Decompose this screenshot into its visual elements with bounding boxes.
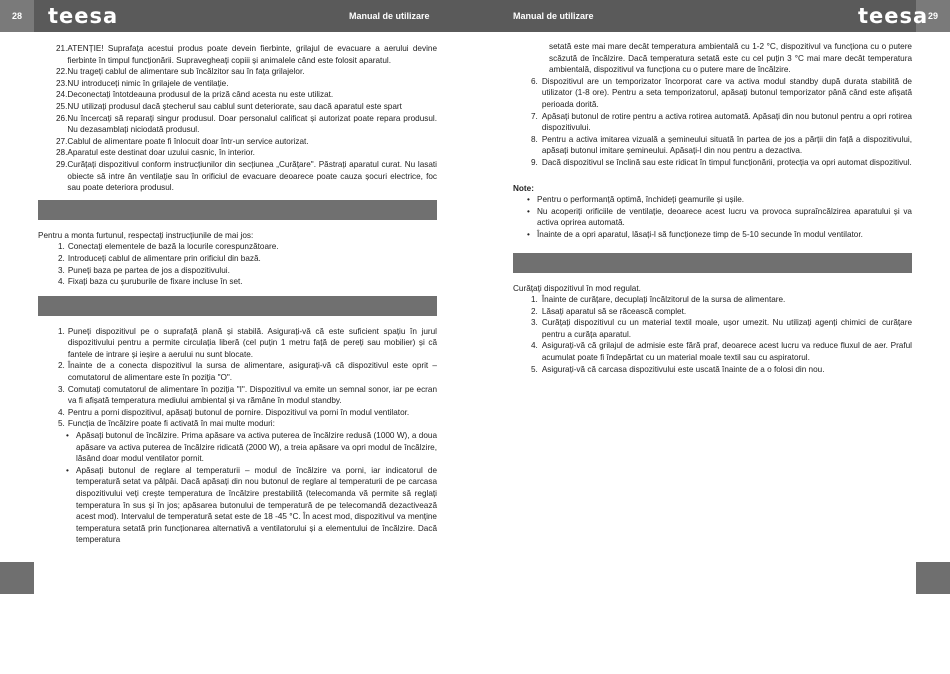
left-page-content — [38, 43, 437, 546]
bullet-item — [527, 194, 912, 206]
item-text: Apăsați butonul de încălzire. Prima apăsare va activa puterea de încălzire redusă (1000 W), a doua apăsare va activa puterea de încălzire ridicată (2000 W), a treia apăsare va opri modul de încălzire, lăsând doar modul ventilator pornit. — [76, 431, 437, 464]
clean-list — [531, 294, 912, 375]
teesa-logo-right: teesa — [858, 4, 929, 28]
section-heading-bar — [513, 253, 912, 273]
bullet-icon: • — [66, 465, 69, 475]
bullet-item — [527, 206, 912, 229]
item-number: 6. — [531, 76, 538, 86]
item-number: 4. — [58, 407, 65, 417]
bullet-item — [527, 229, 912, 241]
item-text: Dispozitivul are un temporizator încorporat care va activa modul standby după durata stabilită de utilizator (1-8 ore). Pentru a seta temporizatorul, apăsați butonul temporizator până când este afișată perioada dorită. — [541, 76, 912, 109]
use-list — [58, 326, 437, 430]
item-number: 9. — [531, 157, 538, 167]
list-item — [531, 317, 912, 340]
list-item — [531, 340, 912, 363]
bullet-icon: • — [527, 195, 530, 205]
mount-list — [58, 241, 437, 287]
side-tab-left — [0, 562, 34, 594]
item-number: 23. — [56, 78, 68, 88]
list-item — [531, 134, 912, 157]
item-number: 3. — [58, 265, 65, 275]
teesa-logo-left: teesa — [48, 4, 119, 28]
bullet-item — [66, 430, 437, 465]
item-text: Pentru o performanță optimă, închideți geamurile și ușile. — [537, 195, 745, 205]
item-text: Înainte de a opri aparatul, lăsați-l să funcționeze timp de 5-10 secunde în modul ventilator. — [537, 229, 863, 239]
item-text: Înainte de curățare, decuplați încălzitorul de la sursa de alimentare. — [541, 295, 786, 305]
item-text: Nu trageți cablul de alimentare sub încălzitor sau în fața grilajelor. — [67, 67, 305, 77]
list-item — [56, 159, 437, 194]
header-title-left: Manual de utilizare — [349, 11, 430, 21]
section-heading-bar — [38, 296, 437, 316]
item-text: Dacă dispozitivul se înclină sau este ridicat în timpul funcționării, protecția va opri automat dispozitivul. — [541, 157, 912, 167]
item-number: 2. — [58, 253, 65, 263]
item-text: Cablul de alimentare poate fi înlocuit doar într-un service autorizat. — [67, 136, 309, 146]
item-text: Introduceți cablul de alimentare prin orificiul din bază. — [67, 253, 261, 263]
item-text: Pentru a activa imitarea vizuală a șemineului situată în partea de jos a părții din față a dispozitivului, apăsați butonul imitare șemineului. Apăsați-l din nou pentru a dezactiva. — [541, 134, 912, 156]
item-text: Puneți baza pe partea de jos a dispozitivului. — [67, 265, 230, 275]
item-number: 2. — [58, 361, 65, 371]
use-list-continued — [531, 76, 912, 169]
item-text: Pentru a porni dispozitivul, apăsați butonul de pornire. Dispozitivul va porni în modul ventilator. — [67, 407, 410, 417]
clean-intro: Curățați dispozitivul în mod regulat. — [513, 283, 641, 293]
list-item — [58, 418, 437, 430]
item-text: NU utilizați produsul dacă ștecherul sau cablul sunt deteriorate, sau dacă aparatul este spart — [67, 101, 402, 111]
item-text: ATENȚIE! Suprafața acestui produs poate devein fierbinte, grilajul de evacuare a aerului devine fierbinte în timpul funcționării. Supravegheați copiii și animalele când este folosit aparatul. — [67, 44, 437, 65]
list-item — [58, 326, 437, 361]
section-heading-bar — [38, 200, 437, 220]
heat-mode-list — [66, 430, 437, 546]
list-item — [58, 384, 437, 407]
item-text: Apăsați butonul de reglare al temperaturii – modul de încălzire va porni, iar indicatorul de temperatură setat va pâlpâi. Dacă apăsați din nou butonul de reglare al temperaturii de pe carcasa dispozitivului veți crește temperatura de încălzire prestabilită (telecomanda vă permite să reglați temperatura în sus și în jos; apăsarea butonului de temperatură de pe telecomandă dezactivează acest mod). Intervalul de temperatură setat este de 18 -45 °C. În acest mod, dispozitivul va menține temperatura setată prin funcționarea alternativă a ventilatorului și a elementului de încălzire. Dacă temperatura — [76, 465, 437, 545]
item-text: NU introduceți nimic în grilajele de ventilație. — [67, 78, 229, 88]
list-item — [531, 76, 912, 111]
right-page-content — [513, 41, 912, 375]
item-text: Apăsați butonul de rotire pentru a activa rotirea automată. Apăsați din nou butonul pentru a opri rotirea dispozitivului. — [541, 111, 912, 133]
list-item — [56, 147, 437, 159]
list-item — [58, 360, 437, 383]
page-header — [0, 0, 950, 32]
list-item — [56, 136, 437, 148]
list-item — [58, 253, 437, 265]
item-number: 1. — [531, 295, 538, 305]
item-text: Deconectați întotdeauna produsul de la priză când acesta nu este utilizat. — [67, 90, 334, 100]
item-text: Asigurați-vă că carcasa dispozitivului este uscată înainte de a o folosi din nou. — [541, 364, 825, 374]
list-item — [56, 113, 437, 136]
item-text: Fixați baza cu șuruburile de fixare incluse în set. — [67, 277, 243, 287]
item-number: 24. — [56, 90, 68, 100]
mount-intro: Pentru a monta furtunul, respectați instrucțiunile de mai jos: — [38, 230, 254, 240]
list-item — [531, 294, 912, 306]
bullet-icon: • — [527, 206, 530, 216]
list-item — [56, 78, 437, 90]
item-number: 21. — [56, 44, 68, 53]
item-text: Comutați comutatorul de alimentare în poziția "I". Dispozitivul va emite un semnal sonor, iar pe ecran va fi afișată temperatura mediului ambiental și va rămâne în modul standby. — [67, 384, 437, 406]
item-text: Curățați dispozitivul cu un material textil moale, ușor umezit. Nu utilizați agenți chimici de curățare pentru a curăța aparatul. — [541, 318, 912, 339]
list-item — [531, 111, 912, 134]
item-text: Înainte de a conecta dispozitivul la sursa de alimentare, asigurați-vă că dispozitivul este oprit – comutatorul de alimentare este în poziția "O". — [67, 361, 437, 383]
item-number: 2. — [531, 306, 538, 316]
page-number-right: 29 — [916, 0, 950, 32]
list-item — [531, 364, 912, 376]
list-item — [56, 101, 437, 113]
side-tab-right — [916, 562, 950, 594]
item-number: 3. — [58, 384, 65, 394]
item-text: Funcția de încălzire poate fi activată în mai multe moduri: — [67, 419, 275, 429]
list-item — [56, 89, 437, 101]
list-item — [531, 157, 912, 169]
item-number: 3. — [531, 318, 538, 328]
item-number: 28. — [56, 148, 68, 158]
item-text: Conectați elementele de bază la locurile corespunzătoare. — [67, 242, 279, 252]
list-item — [56, 66, 437, 78]
bullet-item — [66, 465, 437, 546]
item-text: Curățați dispozitivul conform instrucțiunilor din secțiunea „Curățare". Păstrați aparatul curat. Nu lasati obiecte să intre ân ventilație sau în orificiul de evacuare deoarece poate cauza șocuri electrice, foc sau poate deteriora produsul. — [67, 159, 437, 193]
list-item — [58, 265, 437, 277]
list-item — [58, 407, 437, 419]
list-item — [56, 43, 437, 66]
item-text: Nu încercați să reparați singur produsul. Doar personalul calificat și autorizat poate repara produsul. Nu dezasamblați niciodată produsul. — [67, 113, 437, 135]
item-number: 29. — [56, 159, 68, 169]
item-number: 26. — [56, 113, 68, 123]
bullet-icon: • — [527, 229, 530, 239]
safety-list — [56, 43, 437, 194]
item-number: 27. — [56, 136, 68, 146]
item-number: 5. — [531, 364, 538, 374]
item-number: 8. — [531, 134, 538, 144]
bullet-icon: • — [66, 431, 69, 441]
list-item — [58, 241, 437, 253]
item-number: 4. — [58, 277, 65, 287]
item-number: 7. — [531, 111, 538, 121]
note-list — [527, 194, 912, 240]
item-text: Aparatul este destinat doar uzului casnic, în interior. — [67, 148, 255, 158]
item-text: Lăsați aparatul să se răcească complet. — [541, 306, 687, 316]
list-item — [58, 276, 437, 288]
item-number: 25. — [56, 101, 68, 111]
item-number: 1. — [58, 242, 65, 252]
note-label: Note: — [513, 183, 534, 193]
item-number: 22. — [56, 67, 68, 77]
continuation-text: setată este mai mare decât temperatura ambientală cu 1-2 °C, dispozitivul va funcționa cu o putere scăzută de încălzire. Dacă temperatura setată este cu cel puțin 3 °C mai mare decât temperatura ambientală, dispozitivul va funcționa cu o putere mare de încălzire. — [549, 42, 912, 75]
item-number: 1. — [58, 326, 65, 336]
item-text: Asigurați-vă că grilajul de admisie este fără praf, deoarece acest lucru va reduce fluxul de aer. Praful acumulat poate fi îndepărtat cu un material moale textil sau cu aspiratorul. — [541, 341, 912, 363]
item-number: 4. — [531, 341, 538, 351]
list-item — [531, 306, 912, 318]
header-title-right: Manual de utilizare — [513, 11, 594, 21]
item-text: Puneți dispozitivul pe o suprafață plană și stabilă. Asigurați-vă că este suficient spațiu în jurul dispozitivului pentru a permite circulația liberă (cel puțin 1 metru față de pereți sau mobilier) și că fantele de intrare și ieșire a aerului nu sunt blocate. — [67, 326, 437, 359]
item-text: Nu acoperiți orificiile de ventilație, deoarece acest lucru va provoca supraîncălzirea aparatului și va activa oprirea automată. — [537, 206, 912, 228]
item-number: 5. — [58, 419, 65, 429]
page-number-left: 28 — [0, 0, 34, 32]
